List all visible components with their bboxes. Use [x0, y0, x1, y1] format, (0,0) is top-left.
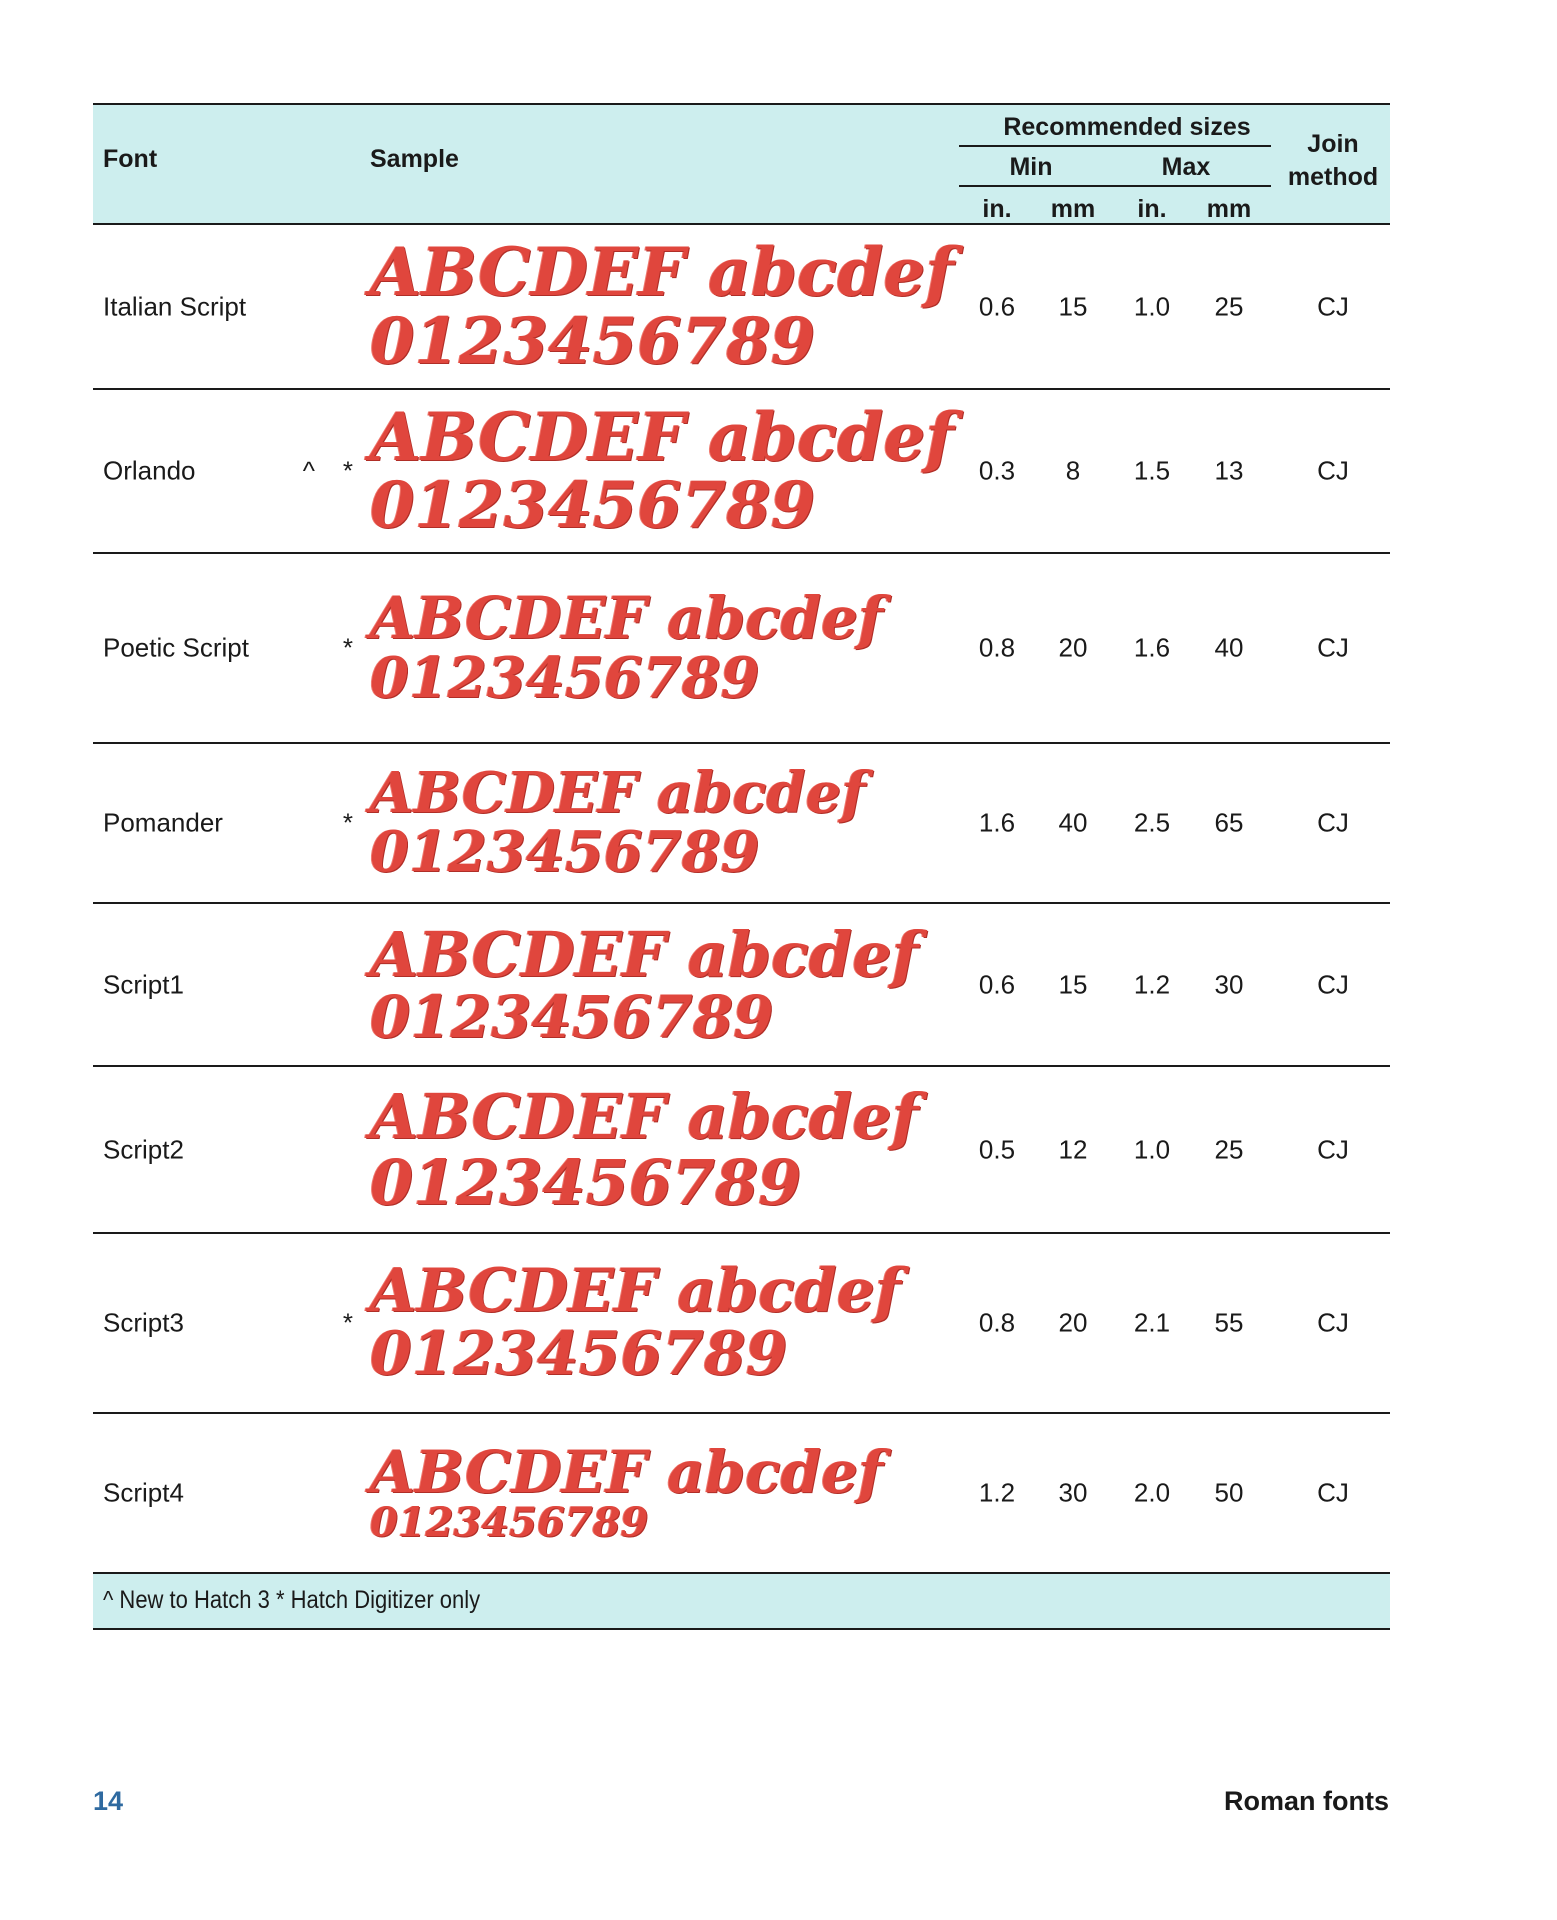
join-method: CJ: [1317, 969, 1349, 999]
max-in: 1.0: [1133, 291, 1171, 321]
header-max-in: in.: [1137, 195, 1167, 223]
max-mm: 50: [1214, 1477, 1244, 1508]
sample-digits: 0123456789: [370, 819, 760, 885]
table-row: [93, 1234, 1390, 1414]
table-row: [93, 225, 1390, 390]
min-mm: 15: [1058, 291, 1088, 321]
digitizer-mark: *: [342, 807, 353, 838]
max-in: 1.0: [1133, 1134, 1171, 1164]
font-name: Italian Script: [103, 291, 247, 321]
header-min: Min: [1009, 153, 1053, 181]
min-mm: 40: [1058, 807, 1088, 838]
min-mm: 12: [1058, 1134, 1088, 1164]
min-mm: 20: [1058, 632, 1088, 663]
sample-digits: 0123456789: [370, 1319, 788, 1389]
max-mm: 13: [1214, 455, 1244, 486]
sample-digits: 0123456789: [370, 645, 760, 712]
table-row: [93, 1067, 1390, 1234]
digitizer-mark: *: [342, 1307, 353, 1338]
table-header: [93, 103, 1390, 225]
min-in: 0.6: [978, 969, 1016, 999]
min-in: 0.3: [978, 455, 1016, 486]
max-mm: 65: [1214, 807, 1244, 838]
min-in: 1.2: [978, 1477, 1016, 1508]
table-body: [93, 225, 1390, 1574]
max-mm: 55: [1214, 1307, 1244, 1338]
font-sample: [370, 225, 960, 388]
font-sample: [370, 904, 960, 1065]
header-max: Max: [1161, 153, 1211, 181]
max-in: 2.5: [1133, 807, 1171, 838]
font-name: Script2: [103, 1134, 184, 1164]
min-mm: 15: [1058, 969, 1088, 999]
max-in: 1.6: [1133, 632, 1171, 663]
footnote-text: ^ New to Hatch 3 * Hatch Digitizer only: [103, 1586, 481, 1614]
header-max-mm: mm: [1206, 195, 1252, 223]
new-mark: ^: [302, 455, 315, 486]
max-in: 2.1: [1133, 1307, 1171, 1338]
max-mm: 40: [1214, 632, 1244, 663]
font-sample: [370, 744, 960, 902]
font-name: Script4: [103, 1477, 184, 1508]
sample-digits: 0123456789: [370, 982, 774, 1051]
min-in: 0.5: [978, 1134, 1016, 1164]
table-footnote: [93, 1574, 1390, 1630]
min-in: 0.8: [978, 1307, 1016, 1338]
join-method: CJ: [1317, 807, 1349, 838]
font-sample: [370, 1234, 960, 1412]
min-in: 0.6: [978, 291, 1016, 321]
sample-digits: 0123456789: [370, 1499, 649, 1547]
min-mm: 8: [1065, 455, 1081, 486]
table-row: [93, 744, 1390, 904]
font-name: Script1: [103, 969, 184, 999]
font-table: [93, 103, 1390, 1630]
sample-digits: 0123456789: [370, 303, 816, 379]
digitizer-mark: *: [342, 455, 353, 486]
min-mm: 20: [1058, 1307, 1088, 1338]
sample-digits: 0123456789: [370, 1145, 802, 1219]
header-join-method: Join method: [1287, 130, 1379, 191]
max-mm: 25: [1214, 1134, 1244, 1164]
min-in: 0.8: [978, 632, 1016, 663]
table-row: [93, 904, 1390, 1067]
sample-digits: 0123456789: [370, 468, 816, 544]
min-in: 1.6: [978, 807, 1016, 838]
font-sample: [370, 1414, 960, 1572]
table-row: [93, 554, 1390, 744]
join-method: CJ: [1317, 1307, 1349, 1338]
join-method: CJ: [1317, 1477, 1349, 1508]
header-font: Font: [103, 145, 158, 173]
sample-letters: ABCDEF abcdef: [370, 1256, 901, 1326]
join-method: CJ: [1317, 455, 1349, 486]
sample-letters: ABCDEF abcdef: [370, 760, 866, 827]
join-method: CJ: [1317, 1134, 1349, 1164]
font-sample: [370, 554, 960, 742]
table-row: [93, 1414, 1390, 1574]
max-mm: 25: [1214, 291, 1244, 321]
font-sample: [370, 1067, 960, 1232]
table-row: [93, 390, 1390, 554]
header-rule-minmax: [959, 185, 1271, 187]
sample-letters: ABCDEF abcdef: [370, 584, 883, 653]
digitizer-mark: *: [342, 632, 353, 663]
header-recommended-sizes: Recommended sizes: [1003, 113, 1251, 141]
join-method: CJ: [1317, 632, 1349, 663]
header-rule-recommended: [959, 145, 1271, 147]
max-mm: 30: [1214, 969, 1244, 999]
section-title: Roman fonts: [1224, 1786, 1389, 1816]
header-sample: Sample: [370, 145, 459, 173]
max-in: 1.5: [1133, 455, 1171, 486]
font-name: Orlando: [103, 455, 196, 486]
sample-letters: ABCDEF abcdef: [370, 233, 954, 312]
font-name: Script3: [103, 1307, 184, 1338]
sample-letters: ABCDEF abcdef: [370, 397, 954, 476]
join-method: CJ: [1317, 291, 1349, 321]
max-in: 2.0: [1133, 1477, 1171, 1508]
header-min-in: in.: [982, 195, 1012, 223]
font-sample: [370, 390, 960, 552]
font-name: Poetic Script: [103, 632, 249, 663]
page-number: 14: [93, 1786, 124, 1816]
sample-letters: ABCDEF abcdef: [370, 1080, 919, 1154]
sample-letters: ABCDEF abcdef: [370, 917, 919, 991]
sample-letters: ABCDEF abcdef: [370, 1437, 883, 1506]
max-in: 1.2: [1133, 969, 1171, 999]
header-min-mm: mm: [1050, 195, 1096, 223]
min-mm: 30: [1058, 1477, 1088, 1508]
font-name: Pomander: [103, 807, 223, 838]
